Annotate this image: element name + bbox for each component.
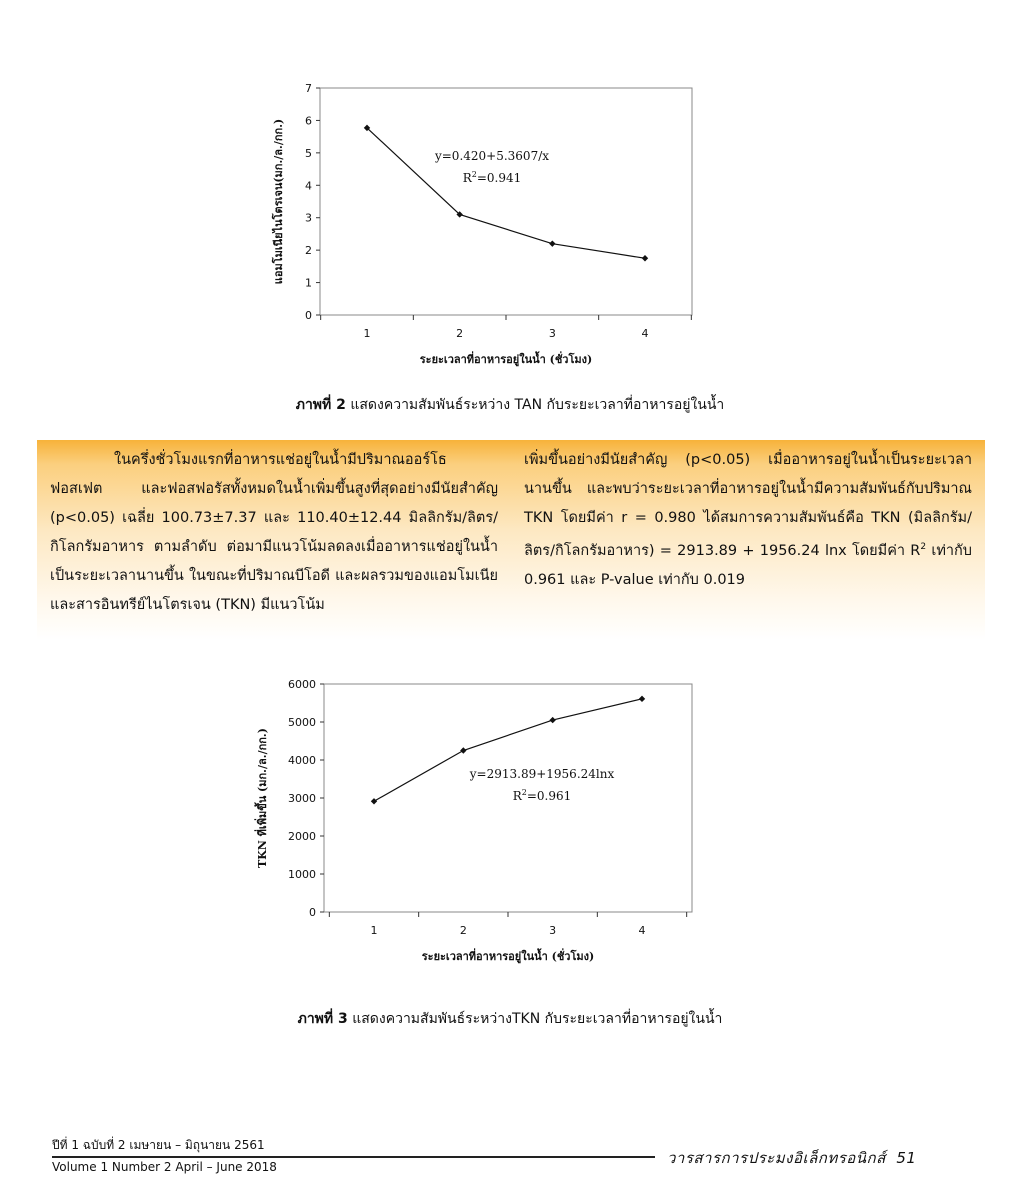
figure-3-caption (0, 1008, 1020, 1030)
footer-issue-th: ปีที่ 1 ฉบับที่ 2 เมษายน – มิถุนายน 2561 (52, 1138, 265, 1152)
y-tick-label: 5 (305, 146, 312, 160)
body-right-part1: เพิ่มขึ้นอย่างมีนัยสำคัญ (p<0.05) เมื่ออาหารอยู่ในน้ำเป็นระยะเวลานานขึ้น และพบว่าระยะเวลาที่อาหารอยู่ในน้ำมีความสัมพันธ์กับปริมาณ TKN โดยมีค่า r = 0.980 ได้สมการความสัมพันธ์คือ TKN (มิลลิกรัม/ลิตร/กิโลกรัมอาหาร) = 2913.89 + 1956.24 lnx โดยมีค่า R (524, 452, 972, 559)
x-tick-label: 1 (363, 327, 371, 340)
r-squared: $R^2=0.961$ (512, 788, 572, 803)
x-tick-label: 3 (548, 327, 556, 340)
y-axis-title: แอมโมเนียไนโตรเจน(มก./ล./กก.) (272, 118, 285, 285)
y-tick-label: 2 (305, 244, 312, 258)
y-tick-label: 1 (305, 276, 312, 290)
footer-journal-name: วารสารการประมงอิเล็กทรอนิกส์ (667, 1149, 886, 1167)
body-column-right (524, 446, 972, 595)
figure-2-chart-svg (262, 78, 702, 368)
figure-3-caption-text: แสดงความสัมพันธ์ระหว่างTKN กับระยะเวลาที่อาหารอยู่ในน้ำ (347, 1011, 723, 1027)
y-axis-title: TKN ที่เพิ่มขึ้น (มก./ล./กก.) (256, 728, 269, 868)
x-tick-label: 4 (638, 924, 646, 937)
footer-journal (667, 1146, 916, 1170)
x-axis-title: ระยะเวลาที่อาหารอยู่ในน้ำ (ชั่วโมง) (419, 353, 593, 366)
x-tick-label: 1 (370, 924, 378, 937)
y-tick-label: 6 (305, 114, 312, 128)
y-tick-label: 3000 (288, 792, 316, 805)
figure-2-caption-text: แสดงความสัมพันธ์ระหว่าง TAN กับระยะเวลาที่อาหารอยู่ในน้ำ (345, 397, 725, 413)
figure-3-label: ภาพที่ 3 (297, 1011, 348, 1027)
x-tick-label: 4 (641, 327, 649, 340)
footer-page-number: 51 (896, 1149, 917, 1167)
plot-area (320, 88, 692, 315)
trend-equation: y=2913.89+1956.24lnx (469, 767, 615, 781)
figure-3-chart (252, 672, 702, 972)
x-tick-label: 3 (549, 924, 557, 937)
body-column-left (50, 446, 498, 620)
body-right-superscript: 2 (920, 542, 927, 552)
figure-2-caption (0, 394, 1020, 416)
y-tick-label: 5000 (288, 716, 316, 729)
footer-issue-en: Volume 1 Number 2 April – June 2018 (52, 1160, 277, 1174)
r-squared: $R^2=0.941$ (462, 170, 522, 185)
body-paragraph-left: ในครึ่งชั่วโมงแรกที่อาหารแช่อยู่ในน้ำมีปริมาณออร์โธฟอสเฟต และฟอสฟอรัสทั้งหมดในน้ำเพิ่มขึ้นสูงที่สุดอย่างมีนัยสำคัญ (p<0.05) เฉลี่ย 100.73±7.37 และ 110.40±12.44 มิลลิกรัม/ลิตร/กิโลกรัมอาหาร ตามลำดับ ต่อมามีแนวโน้มลดลงเมื่ออาหารแช่อยู่ในน้ำเป็นระยะเวลานานขึ้น ในขณะที่ปริมาณบีโอดี และผลรวมของแอมโมเนียและสารอินทรีย์ไนโตรเจน (TKN) มีแนวโน้ม (50, 452, 498, 613)
y-tick-label: 0 (305, 309, 312, 322)
y-tick-label: 6000 (288, 678, 316, 691)
figure-2-chart (262, 78, 702, 368)
footer-rule (52, 1156, 655, 1158)
figure-2-label: ภาพที่ 2 (295, 397, 346, 413)
y-tick-label: 2000 (288, 830, 316, 843)
trend-equation: y=0.420+5.3607/x (434, 149, 550, 163)
x-tick-label: 2 (459, 924, 467, 937)
x-axis-title: ระยะเวลาที่อาหารอยู่ในน้ำ (ชั่วโมง) (421, 950, 595, 963)
y-tick-label: 0 (309, 906, 316, 919)
y-tick-label: 4 (305, 179, 312, 193)
x-tick-label: 2 (456, 327, 464, 340)
body-paragraph-right (524, 446, 972, 595)
figure-3-chart-svg (252, 672, 702, 972)
y-tick-label: 1000 (288, 868, 316, 881)
y-tick-label: 4000 (288, 754, 316, 767)
body-right-part2: เท่ากับ 0.961 และ P-value เท่ากับ 0.019 (524, 542, 972, 588)
y-tick-label: 7 (305, 82, 312, 95)
y-tick-label: 3 (305, 211, 312, 225)
